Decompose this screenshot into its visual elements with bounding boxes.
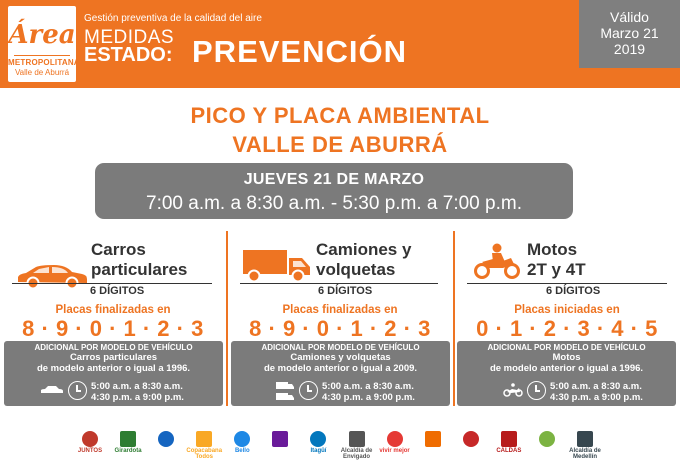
category-underline [467,283,667,284]
validity-badge [579,0,680,68]
additional-restriction-panel [4,341,223,406]
category-name-line2: volquetas [316,260,396,279]
main-title-line1: PICO Y PLACA AMBIENTAL [190,103,490,128]
logo-divider [14,55,70,56]
logo-valle: Valle de Aburrá [14,68,70,77]
additional-title: ADICIONAL POR MODELO DE VEHÍCULO [487,343,646,352]
additional-restriction-panel [231,341,450,406]
municipality-emblem [463,431,479,447]
main-title [0,101,680,159]
municipality-name: CALDAS [496,448,522,454]
municipality-emblem [196,431,212,447]
municipality-name: Alcaldía de Medellín [569,448,601,460]
municipality-emblem [234,431,250,447]
municipality-logo [567,431,603,460]
header-bar [0,0,680,88]
category-name-line2: 2T y 4T [527,260,586,279]
municipality-emblem [425,431,441,447]
logo-metropolitana: METROPOLITANA [8,58,80,67]
small-truck-icons [275,381,295,403]
municipality-emblem [272,431,288,447]
municipality-logo [148,431,184,448]
plates-label: Placas iniciadas en [514,304,620,316]
municipality-emblem [120,431,136,447]
category-digits: 6 DÍGITOS [90,285,145,297]
logo-word: Área [8,20,76,50]
additional-times [91,381,184,403]
category-digits: 6 DÍGITOS [318,285,373,297]
municipality-emblem [387,431,403,447]
municipality-logo [491,431,527,454]
municipality-emblem [349,431,365,447]
additional-time-morning: 5:00 a.m. a 8:30 a.m. [91,381,183,392]
municipality-name: vivir mejor [379,448,410,454]
schedule-hours: 7:00 a.m. a 8:30 a.m. - 5:30 p.m. a 7:00 p.m. [146,193,522,214]
additional-title: ADICIONAL POR MODELO DE VEHÍCULO [261,343,420,352]
category-name-line2: particulares [91,260,188,279]
municipality-logo [415,431,451,448]
validity-line3: 2019 [613,41,646,57]
estado-label: ESTADO: [84,44,173,66]
municipality-emblem [577,431,593,447]
municipality-logo [262,431,298,448]
municipality-name: Girardota [114,448,142,454]
additional-time-evening: 4:30 p.m. a 9:00 p.m. [322,392,415,403]
area-metropolitana-logo [8,6,80,82]
plates-digits: 0 · 1 · 2 · 3 · 4 · 5 [476,316,658,341]
municipality-logo [224,431,260,454]
validity-line1: Válido [610,9,649,25]
additional-time-morning: 5:00 a.m. a 8:30 a.m. [322,381,414,392]
additional-time-evening: 4:30 p.m. a 9:00 p.m. [91,392,184,403]
additional-vehicle: Camiones y volquetas [290,352,391,363]
clock-icon [527,381,546,400]
municipality-emblem [539,431,555,447]
plates-label: Placas finalizadas en [282,304,398,316]
category-underline [12,283,212,284]
municipality-logo [300,431,336,454]
truck-icon [242,247,312,283]
additional-time-evening: 4:30 p.m. a 9:00 p.m. [550,392,643,403]
municipality-logo [529,431,565,448]
municipality-logo [72,431,108,454]
schedule-day: JUEVES 21 DE MARZO [243,171,425,188]
additional-condition: de modelo anterior o igual a 1996. [489,363,644,374]
car-icon [14,262,90,290]
municipality-logo [377,431,413,454]
municipality-name: Alcaldía de Envigado [340,448,373,460]
category-name-motorcycles [527,240,586,280]
municipality-name: Bello [234,448,250,454]
additional-condition: de modelo anterior o igual a 1996. [36,363,191,374]
clock-icon [68,381,87,400]
additional-times [322,381,415,403]
small-car-icon [40,385,64,395]
municipality-logo [339,431,375,460]
municipality-logo [110,431,146,454]
schedule-box [95,163,573,219]
plates-digits: 8 · 9 · 0 · 1 · 2 · 3 [22,316,204,341]
validity-line2: Marzo 21 [600,25,659,41]
category-name-line1: Motos [527,240,578,259]
additional-time-morning: 5:00 a.m. a 8:30 a.m. [550,381,642,392]
header-subtitle: Gestión preventiva de la calidad del aire [84,13,262,24]
municipality-emblem [82,431,98,447]
plates-digits: 8 · 9 · 0 · 1 · 2 · 3 [249,316,431,341]
municipality-name: Copacabana Todos [186,448,223,460]
additional-condition: de modelo anterior o igual a 2009. [263,363,418,374]
category-underline [240,283,438,284]
municipality-name: Itagüí [310,448,327,454]
estado-value: PREVENCIÓN [192,34,407,69]
additional-times [550,381,643,403]
category-digits: 6 DÍGITOS [546,285,601,297]
small-motorcycle-icon [503,383,523,397]
municipality-name: JUNTOS [77,448,103,454]
municipality-emblem [501,431,517,447]
municipality-logo [186,431,222,460]
additional-title: ADICIONAL POR MODELO DE VEHÍCULO [34,343,193,352]
municipality-emblem [310,431,326,447]
municipality-logos [0,425,680,468]
clock-icon [299,381,318,400]
medidas-label: MEDIDAS [84,27,175,48]
additional-vehicle: Carros particulares [69,352,158,363]
main-title-line2: VALLE DE ABURRÁ [232,132,448,157]
additional-vehicle: Motos [552,352,581,363]
category-name-line1: Camiones y [316,240,412,259]
plates-label: Placas finalizadas en [55,304,171,316]
additional-restriction-panel [457,341,676,406]
motorcycle-icon [473,242,521,280]
category-name-line1: Carros [91,240,146,259]
municipality-emblem [158,431,174,447]
category-name-cars [91,240,187,280]
category-name-trucks [316,240,411,280]
municipality-logo [453,431,489,448]
